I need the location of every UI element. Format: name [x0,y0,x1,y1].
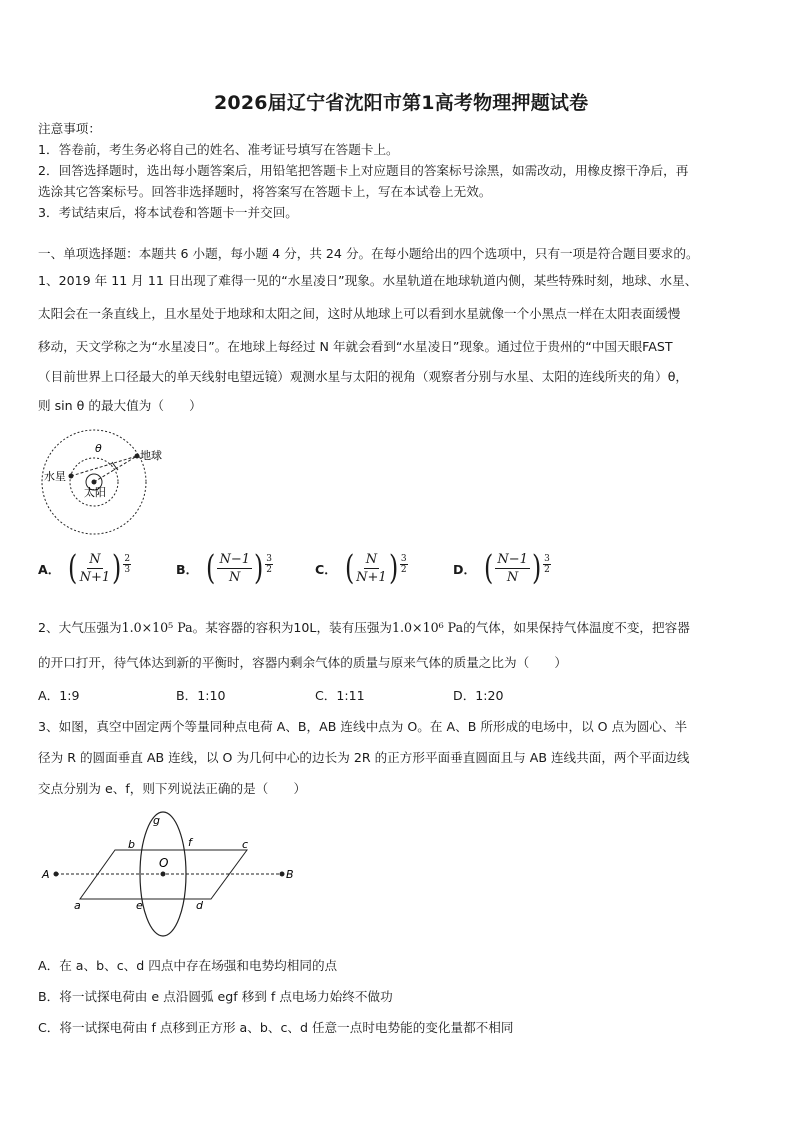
label-d: d [196,899,203,912]
question-1-text: 1、2019 年 11 月 11 日出现了难得一见的“水星凌日”现象。水星轨道在地球轨道内侧，某些特殊时刻，地球、水星、 [38,273,698,288]
q1-option-a[interactable]: A． ( $\frac{N}{N+1}$ ) 2 3 [38,548,131,588]
q2-option-b[interactable]: B．1:10 [176,688,226,703]
label-A: A [42,868,50,881]
option-label: D． [453,561,477,577]
notes-item: 3．考试结束后，将本试卷和答题卡一并交回。 [38,205,298,220]
q1-option-d[interactable]: D． ( $\frac{N-1}{N}$ ) 3 2 [453,548,550,588]
question-1-text: 移动，天文学称之为“水星凌日”。在地球上每经过 N 年就会看到“水星凌日”现象。通过位于贵州的“中国天眼FAST [38,339,673,354]
orbit-diagram [38,428,164,538]
notes-header: 注意事项： [38,121,101,136]
label-e: e [136,899,143,912]
field-diagram [36,810,306,942]
label-c: c [242,838,249,851]
label-g: g [153,814,160,827]
question-3-text: 径为 R 的圆面垂直 AB 连线，以 O 为几何中心的边长为 2R 的正方形平面垂直圆面且与 AB 连线共面，两个平面边线 [38,750,690,765]
option-label: C． [315,561,337,577]
notes-item: 1．答卷前，考生务必将自己的姓名、准考证号填写在答题卡上。 [38,142,399,157]
q2-option-c[interactable]: C．1:11 [315,688,365,703]
option-label: A． [38,561,61,577]
q3-option-a[interactable]: A．在 a、b、c、d 四点中存在场强和电势均相同的点 [38,958,338,973]
question-1-text: 则 sin θ 的最大值为（ ） [38,398,202,413]
section-heading: 一、单项选择题：本题共 6 小题，每小题 4 分，共 24 分。在每小题给出的四个选项中，只有一项是符合题目要求的。 [38,246,699,261]
label-O: O [159,856,169,870]
q1-option-c[interactable]: C． ( $\frac{N}{N+1}$ ) 3 2 [315,548,407,588]
label-b: b [128,838,135,851]
label-B: B [286,868,294,881]
question-3-text: 交点分别为 e、f，则下列说法正确的是（ ） [38,781,307,796]
label-earth: 地球 [140,449,162,462]
q3-option-c[interactable]: C．将一试探电荷由 f 点移到正方形 a、b、c、d 任意一点时电势能的变化量都不相同 [38,1020,514,1035]
q2-option-a[interactable]: A．1:9 [38,688,80,703]
notes-item: 2．回答选择题时，选出每小题答案后，用铅笔把答题卡上对应题目的答案标号涂黑，如需改动，用橡皮擦干净后，再 [38,163,689,178]
question-1-text: 太阳会在一条直线上，且水星处于地球和太阳之间，这时从地球上可以看到水星就像一个小黑点一样在太阳表面缓慢 [38,306,681,321]
q1-option-b[interactable]: B． ( $\frac{N-1}{N}$ ) 3 2 [176,548,273,588]
label-mercury: 水星 [44,470,66,483]
question-2-text: 2、大气压强为1.0×10⁵ Pa。某容器的容积为10L，装有压强为1.0×10⁶ Pa的气体，如果保持气体温度不变，把容器 [38,620,690,635]
question-3-text: 3、如图，真空中固定两个等量同种点电荷 A、B，AB 连线中点为 O。在 A、B 所形成的电场中，以 O 点为圆心、半 [38,719,688,734]
question-1-text: （目前世界上口径最大的单天线射电望远镜）观测水星与太阳的视角（观察者分别与水星、太阳的连线所夹的角）θ， [38,369,688,384]
label-f: f [188,836,192,849]
q2-option-d[interactable]: D．1:20 [453,688,504,703]
page-title: 2026届辽宁省沈阳市第1高考物理押题试卷 [214,92,589,114]
notes-item: 选涂其它答案标号。回答非选择题时，将答案写在答题卡上，写在本试卷上无效。 [38,184,492,199]
option-label: B． [176,561,199,577]
label-a: a [74,899,81,912]
label-sun: 太阳 [84,486,106,499]
q3-option-b[interactable]: B．将一试探电荷由 e 点沿圆弧 egf 移到 f 点电场力始终不做功 [38,989,393,1004]
question-2-text: 的开口打开，待气体达到新的平衡时，容器内剩余气体的质量与原来气体的质量之比为（ ） [38,655,567,670]
label-theta: θ [95,442,102,455]
